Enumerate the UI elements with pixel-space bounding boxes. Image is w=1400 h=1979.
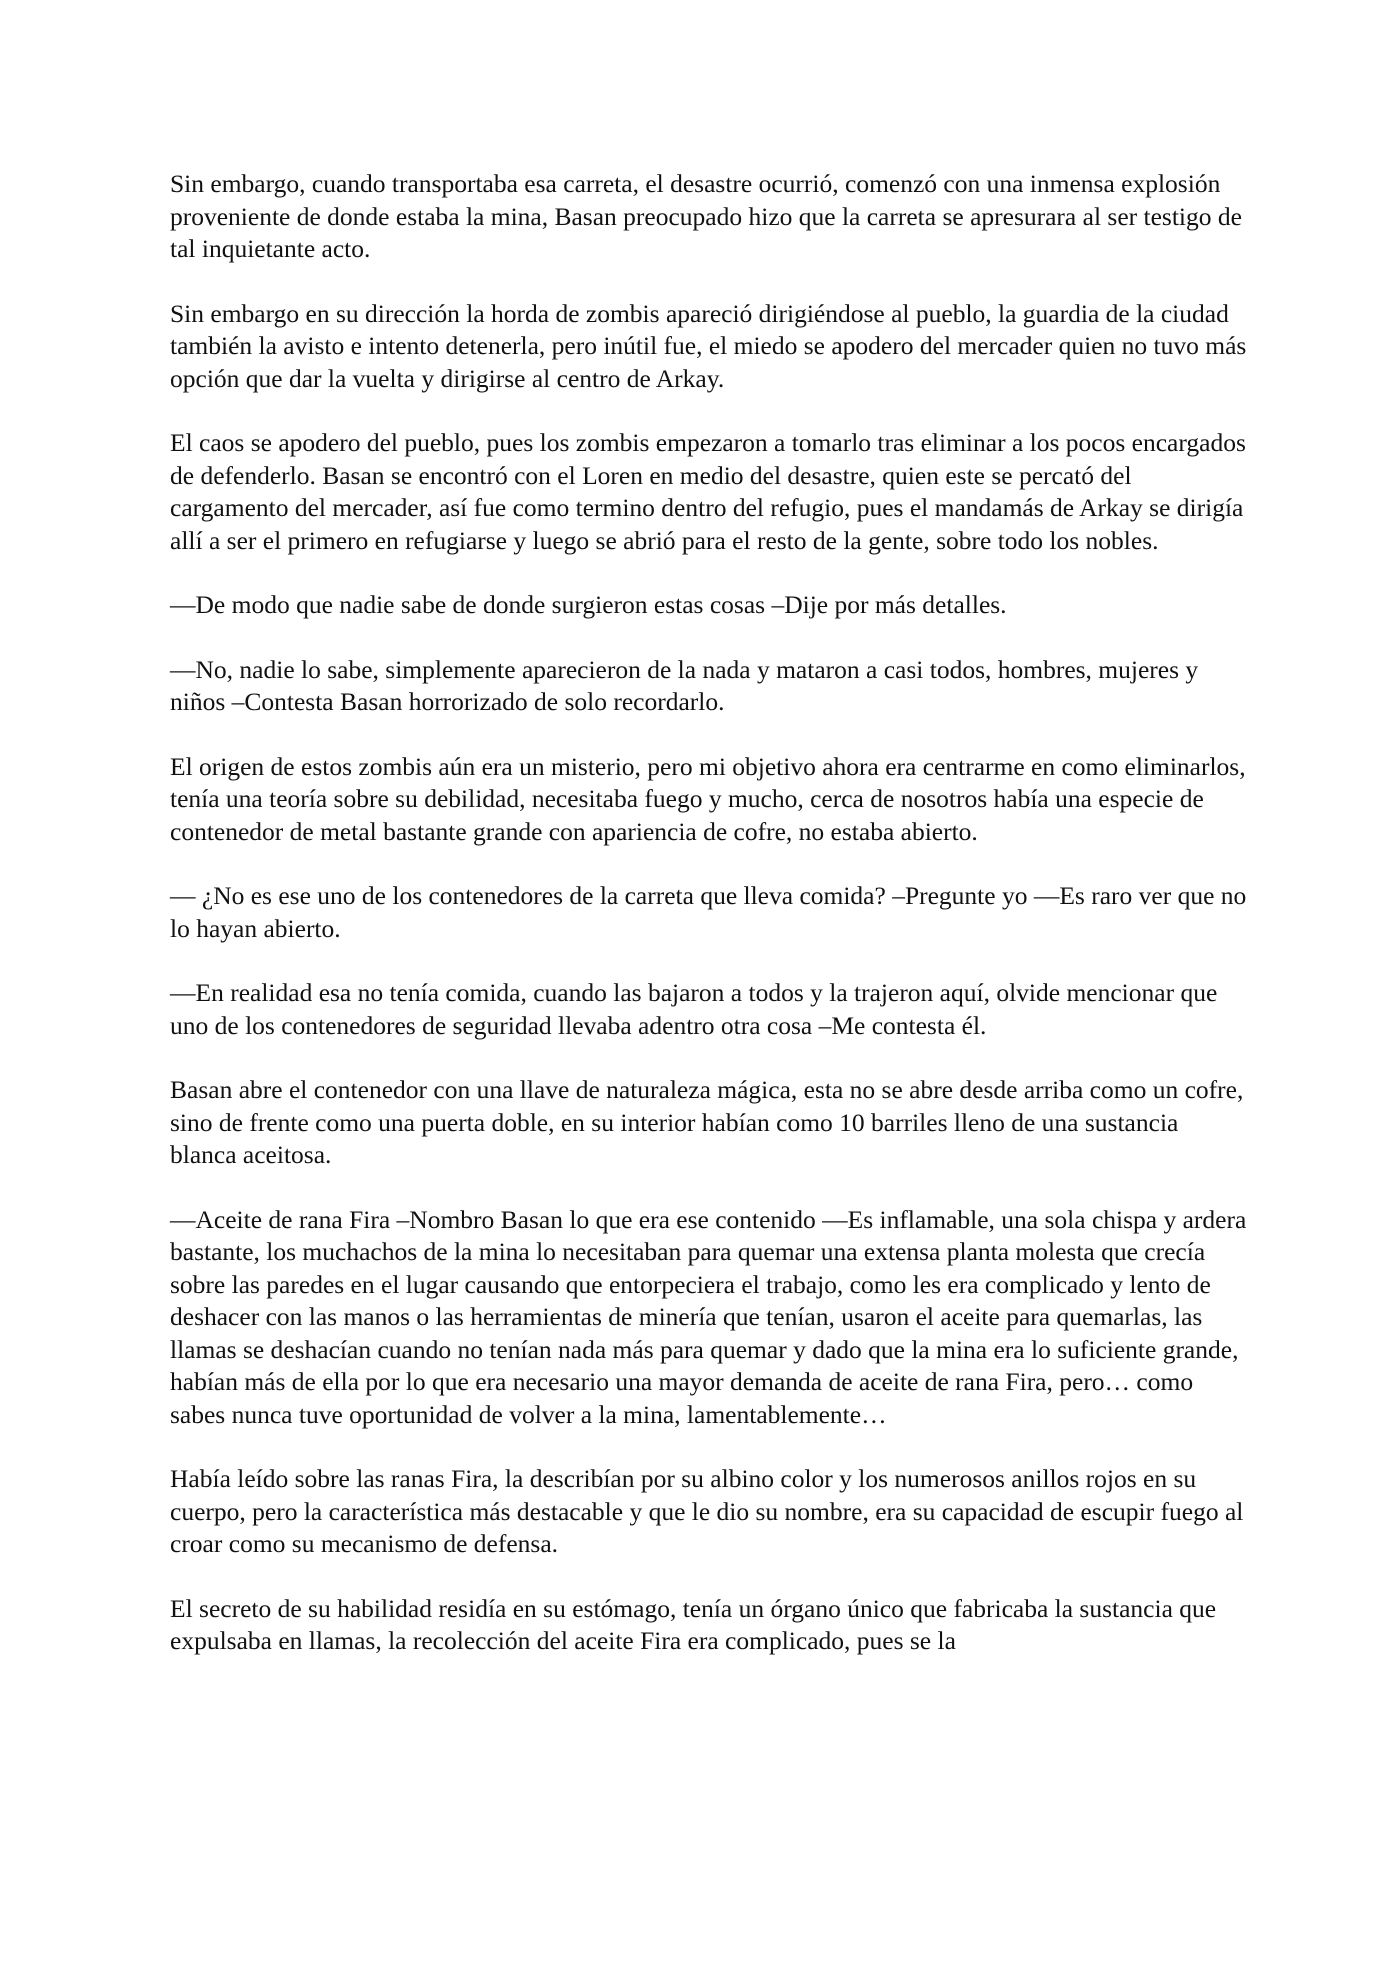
paragraph-5: —No, nadie lo sabe, simplemente aparecieron de la nada y mataron a casi todos, hombres, mujeres y niños –Contesta Basan horrorizado de solo recordarlo. bbox=[170, 654, 1199, 716]
document-body bbox=[170, 168, 1250, 1690]
paragraph-2: Sin embargo en su dirección la horda de zombis apareció dirigiéndose al pueblo, la guardia de la ciudad también la avisto e intento detenerla, pero inútil fue, el miedo se apodero del mercader quien no tuvo más opción que dar la vuelta y dirigirse al centro de Arkay. bbox=[170, 298, 1247, 393]
paragraph-4: —De modo que nadie sabe de donde surgieron estas cosas –Dije por más detalles. bbox=[170, 590, 1007, 619]
paragraph-3: El caos se apodero del pueblo, pues los zombis empezaron a tomarlo tras eliminar a los pocos encargados de defenderlo. Basan se encontró con el Loren en medio del desastre, quien este se percató del cargamento del mercader, así fue como termino dentro del refugio, pues el mandamás de Arkay se dirigía allí a ser el primero en refugiarse y luego se abrió para el resto de la gente, sobre todo los nobles. bbox=[170, 428, 1246, 555]
paragraph-10: —Aceite de rana Fira –Nombro Basan lo que era ese contenido —Es inflamable, una sola chispa y ardera bastante, los muchachos de la mina lo necesitaban para quemar una extensa planta molesta que crecía sobre las paredes en el lugar causando que entorpeciera el trabajo, como les era complicado y lento de deshacer con las manos o las herramientas de minería que tenían, usaron el aceite para quemarlas, las llamas se deshacían cuando no tenían nada más para quemar y dado que la mina era lo suficiente grande, habían más de ella por lo que era necesario una mayor demanda de aceite de rana Fira, pero… como sabes nunca tuve oportunidad de volver a la mina, lamentablemente… bbox=[170, 1204, 1247, 1429]
paragraph-7: — ¿No es ese uno de los contenedores de la carreta que lleva comida? –Pregunte yo —Es raro ver que no lo hayan abierto. bbox=[170, 881, 1247, 943]
paragraph-11: Había leído sobre las ranas Fira, la describían por su albino color y los numerosos anillos rojos en su cuerpo, pero la característica más destacable y que le dio su nombre, era su capacidad de escupir fuego al croar como su mecanismo de defensa. bbox=[170, 1464, 1244, 1558]
paragraph-1: Sin embargo, cuando transportaba esa carreta, el desastre ocurrió, comenzó con una inmensa explosión proveniente de donde estaba la mina, Basan preocupado hizo que la carreta se apresurara al ser testigo de tal inquietante acto. bbox=[170, 169, 1242, 263]
paragraph-6: El origen de estos zombis aún era un misterio, pero mi objetivo ahora era centrarme en como eliminarlos, tenía una teoría sobre su debilidad, necesitaba fuego y mucho, cerca de nosotros había una especie de contenedor de metal bastante grande con apariencia de cofre, no estaba abierto. bbox=[170, 751, 1246, 846]
paragraph-9: Basan abre el contenedor con una llave de naturaleza mágica, esta no se abre desde arriba como un cofre, sino de frente como una puerta doble, en su interior habían como 10 barriles lleno de una sustancia blanca aceitosa. bbox=[170, 1075, 1244, 1169]
paragraph-8: —En realidad esa no tenía comida, cuando las bajaron a todos y la trajeron aquí, olvide mencionar que uno de los contenedores de seguridad llevaba adentro otra cosa –Me contesta él. bbox=[170, 978, 1218, 1040]
paragraph-12: El secreto de su habilidad residía en su estómago, tenía un órgano único que fabricaba la sustancia que expulsaba en llamas, la recolección del aceite Fira era complicado, pues se la bbox=[170, 1593, 1217, 1655]
